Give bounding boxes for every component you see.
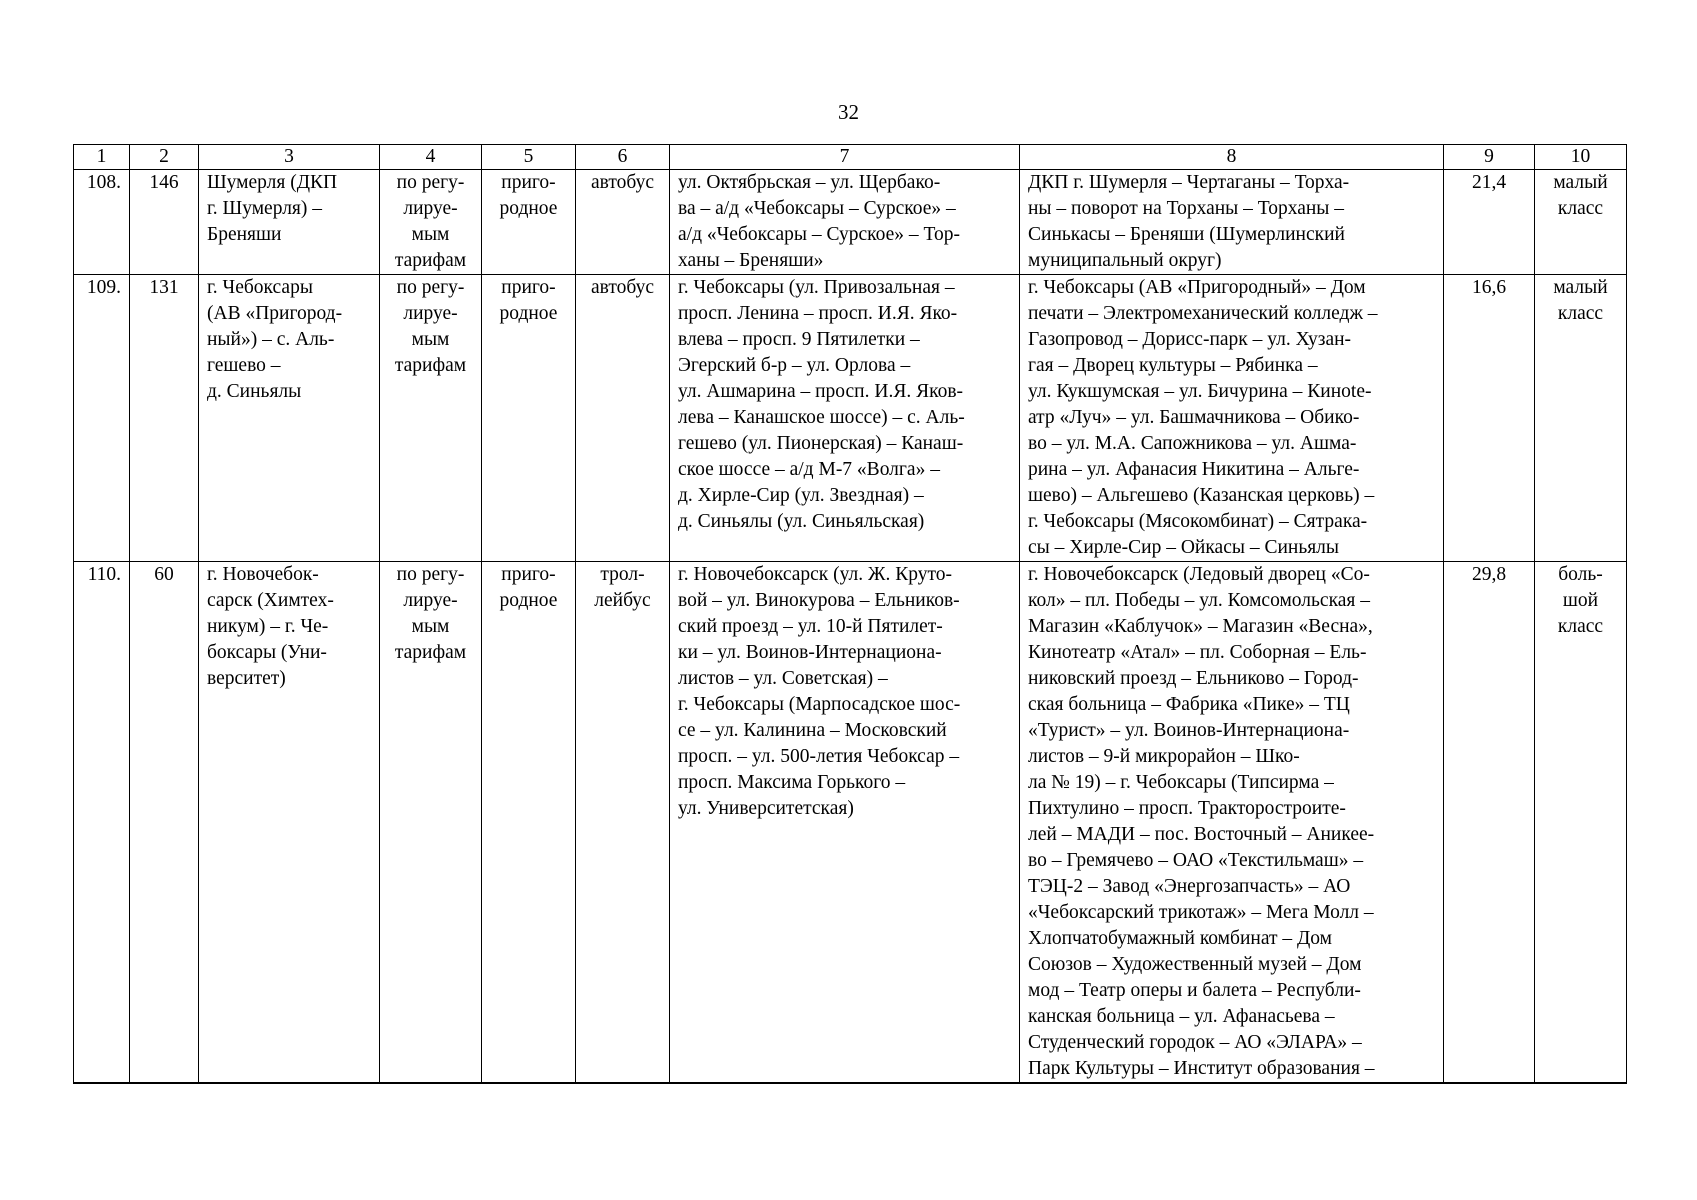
cell-line: шево) – Альгешево (Казанская церковь) – <box>1028 485 1375 506</box>
cell-line: просп. Максима Горького – <box>678 772 906 793</box>
cell-line: боль- <box>1558 564 1603 585</box>
cell-line: ул. Кукшумская – ул. Бичурина – Кинote- <box>1028 381 1372 402</box>
cell-line: гая – Дворец культуры – Рябинка – <box>1028 355 1318 376</box>
header-cell: 2 <box>130 145 199 170</box>
cell-line: приго- <box>501 564 556 585</box>
cell-line: кол» – пл. Победы – ул. Комсомольская – <box>1028 590 1370 611</box>
streets-cell <box>670 562 1020 1084</box>
cell-line: сы – Хирле-Сир – Ойкасы – Синьялы <box>1028 537 1340 558</box>
cell-line: тарифам <box>394 355 467 376</box>
cell-line: ханы – Бреняши» <box>678 250 824 271</box>
cell-line: малый <box>1553 277 1608 298</box>
cell-line: рина – ул. Афанасия Никитина – Альге- <box>1028 459 1360 480</box>
cell-line: родное <box>499 303 558 324</box>
cell-line: г. Новочебоксарск (ул. Ж. Круто- <box>678 564 952 585</box>
cell-line: г. Новочебоксарск (Ледовый дворец «Со- <box>1028 564 1370 585</box>
cell-line: се – ул. Калинина – Московский <box>678 720 947 741</box>
cell-line: «Турист» – ул. Воинов-Интернациона- <box>1028 720 1350 741</box>
stops-cell <box>1020 170 1444 275</box>
cell-line: боксары (Уни- <box>207 642 327 663</box>
cell-line: Газопровод – Дорисс-парк – ул. Хузан- <box>1028 329 1352 350</box>
stops-cell <box>1020 275 1444 562</box>
cell-line: во – Гремячево – ОАО «Текстильмаш» – <box>1028 850 1364 871</box>
cell-line: листов – 9-й микрорайон – Шко- <box>1028 746 1300 767</box>
table-body <box>74 170 1627 1084</box>
cell-line: гешево – <box>207 355 281 376</box>
row-number-cell: 109. <box>74 275 130 562</box>
cell-line: Пихтулино – просп. Тракторостроите- <box>1028 798 1346 819</box>
cell-line: никум) – г. Че- <box>207 616 329 637</box>
cell-line: Шумерля (ДКП <box>207 172 338 193</box>
cell-line: малый <box>1553 172 1608 193</box>
cell-line: влева – просп. 9 Пятилетки – <box>678 329 920 350</box>
cell-line: просп. – ул. 500-летия Чебоксар – <box>678 746 960 767</box>
cell-line: «Чебоксарский трикотаж» – Мега Молл – <box>1028 902 1374 923</box>
length-cell: 21,4 <box>1444 170 1535 275</box>
cell-line: ва – а/д «Чебоксары – Сурское» – <box>678 198 956 219</box>
cell-line: атр «Луч» – ул. Башмачникова – Обико- <box>1028 407 1360 428</box>
cell-line: д. Хирле-Сир (ул. Звездная) – <box>678 485 924 506</box>
cell-line: верситет) <box>207 668 286 689</box>
cell-line: Магазин «Каблучок» – Магазин «Весна», <box>1028 616 1373 637</box>
route-number-cell: 131 <box>130 275 199 562</box>
header-row <box>74 145 1627 170</box>
cell-line: г. Шумерля) – <box>207 198 323 219</box>
table-row <box>74 562 1627 1084</box>
cell-line: ул. Октябрьская – ул. Щербако- <box>678 172 941 193</box>
cell-line: Студенческий городок – АО «ЭЛАРА» – <box>1028 1032 1362 1053</box>
cell-line: ТЭЦ-2 – Завод «Энергозапчасть» – АО <box>1028 876 1351 897</box>
cell-line: ский проезд – ул. 10-й Пятилет- <box>678 616 943 637</box>
cell-line: ская больница – Фабрика «Пике» – ТЦ <box>1028 694 1350 715</box>
cell-line: вой – ул. Винокурова – Ельников- <box>678 590 960 611</box>
cell-line: автобус <box>591 172 654 193</box>
cell-line: Бреняши <box>207 224 282 245</box>
cell-line: мод – Театр оперы и балета – Республи- <box>1028 980 1361 1001</box>
cell-line: муниципальный округ) <box>1028 250 1222 271</box>
route-name-cell <box>199 562 380 1084</box>
row-number-cell: 110. <box>74 562 130 1084</box>
cell-line: Эгерский б-р – ул. Орлова – <box>678 355 911 376</box>
cell-line: Кинотеатр «Атал» – пл. Соборная – Ель- <box>1028 642 1367 663</box>
cell-line: ское шоссе – а/д М-7 «Волга» – <box>678 459 940 480</box>
cell-line: Союзов – Художественный музей – Дом <box>1028 954 1362 975</box>
cell-line: г. Чебоксары (Мясокомбинат) – Сятрака- <box>1028 511 1368 532</box>
header-cell: 5 <box>482 145 576 170</box>
cell-line: лируе- <box>403 303 458 324</box>
cell-line: родное <box>499 590 558 611</box>
streets-cell <box>670 170 1020 275</box>
table-row <box>74 275 1627 562</box>
vehicle-class-cell <box>1535 275 1627 562</box>
cell-line: (АВ «Пригород- <box>207 303 343 324</box>
cell-line: по регу- <box>396 564 465 585</box>
cell-line: класс <box>1557 303 1604 324</box>
cell-line: Парк Культуры – Институт образования – <box>1028 1058 1375 1079</box>
cell-line: ул. Ашмарина – просп. И.Я. Яков- <box>678 381 964 402</box>
cell-line: г. Новочебок- <box>207 564 319 585</box>
header-cell: 3 <box>199 145 380 170</box>
header-cell: 8 <box>1020 145 1444 170</box>
cell-line: лейбус <box>594 590 651 611</box>
cell-line: Синькасы – Бреняши (Шумерлинский <box>1028 224 1345 245</box>
cell-line: а/д «Чебоксары – Сурское» – Тор- <box>678 224 960 245</box>
header-cell: 4 <box>380 145 482 170</box>
cell-line: по регу- <box>396 172 465 193</box>
cell-line: канская больница – ул. Афанасьева – <box>1028 1006 1335 1027</box>
cell-line: лируе- <box>403 198 458 219</box>
cell-line: ный») – с. Аль- <box>207 329 335 350</box>
cell-line: ки – ул. Воинов-Интернациона- <box>678 642 942 663</box>
cell-line: ны – поворот на Торханы – Торханы – <box>1028 198 1345 219</box>
cell-line: трол- <box>600 564 645 585</box>
cell-line: просп. Ленина – просп. И.Я. Яко- <box>678 303 958 324</box>
service-type-cell <box>482 562 576 1084</box>
cell-line: класс <box>1557 616 1604 637</box>
cell-line: автобус <box>591 277 654 298</box>
routes-table <box>73 144 1627 1084</box>
streets-cell <box>670 275 1020 562</box>
cell-line: д. Синьялы (ул. Синьяльская) <box>678 511 925 532</box>
cell-line: никовский проезд – Ельниково – Город- <box>1028 668 1359 689</box>
vehicle-type-cell <box>576 170 670 275</box>
cell-line: приго- <box>501 172 556 193</box>
row-number-cell: 108. <box>74 170 130 275</box>
header-cell: 1 <box>74 145 130 170</box>
cell-line: ла № 19) – г. Чебоксары (Типсирма – <box>1028 772 1334 793</box>
cell-line: во – ул. М.А. Сапожникова – ул. Ашма- <box>1028 433 1357 454</box>
vehicle-type-cell <box>576 275 670 562</box>
cell-line: сарск (Химтех- <box>207 590 334 611</box>
vehicle-class-cell <box>1535 562 1627 1084</box>
cell-line: лей – МАДИ – пос. Восточный – Аникее- <box>1028 824 1375 845</box>
cell-line: г. Чебоксары (Марпосадское шос- <box>678 694 961 715</box>
route-name-cell <box>199 170 380 275</box>
cell-line: мым <box>411 616 450 637</box>
length-cell: 29,8 <box>1444 562 1535 1084</box>
cell-line: лируе- <box>403 590 458 611</box>
length-cell: 16,6 <box>1444 275 1535 562</box>
cell-line: листов – ул. Советская) – <box>678 668 888 689</box>
cell-line: ДКП г. Шумерля – Чертаганы – Торха- <box>1028 172 1350 193</box>
service-type-cell <box>482 275 576 562</box>
service-type-cell <box>482 170 576 275</box>
header-cell: 9 <box>1444 145 1535 170</box>
cell-line: мым <box>411 224 450 245</box>
table-row <box>74 170 1627 275</box>
cell-line: приго- <box>501 277 556 298</box>
header-cell: 10 <box>1535 145 1627 170</box>
stops-cell <box>1020 562 1444 1084</box>
cell-line: печати – Электромеханический колледж – <box>1028 303 1378 324</box>
route-number-cell: 60 <box>130 562 199 1084</box>
cell-line: г. Чебоксары (АВ «Пригородный» – Дом <box>1028 277 1366 298</box>
route-number-cell: 146 <box>130 170 199 275</box>
cell-line: мым <box>411 329 450 350</box>
tariff-type-cell <box>380 275 482 562</box>
cell-line: класс <box>1557 198 1604 219</box>
header-cell: 7 <box>670 145 1020 170</box>
tariff-type-cell <box>380 170 482 275</box>
cell-line: гешево (ул. Пионерская) – Канаш- <box>678 433 964 454</box>
cell-line: по регу- <box>396 277 465 298</box>
vehicle-class-cell <box>1535 170 1627 275</box>
cell-line: ул. Университетская) <box>678 798 854 819</box>
cell-line: Хлопчатобумажный комбинат – Дом <box>1028 928 1333 949</box>
header-cell: 6 <box>576 145 670 170</box>
cell-line: родное <box>499 198 558 219</box>
cell-line: шой <box>1562 590 1599 611</box>
cell-line: тарифам <box>394 250 467 271</box>
cell-line: г. Чебоксары (ул. Привозальная – <box>678 277 955 298</box>
tariff-type-cell <box>380 562 482 1084</box>
cell-line: тарифам <box>394 642 467 663</box>
cell-line: г. Чебоксары <box>207 277 313 298</box>
cell-line: лева – Канашское шоссе) – с. Аль- <box>678 407 965 428</box>
vehicle-type-cell <box>576 562 670 1084</box>
page-number: 32 <box>838 100 859 124</box>
route-name-cell <box>199 275 380 562</box>
cell-line: д. Синьялы <box>207 381 302 402</box>
